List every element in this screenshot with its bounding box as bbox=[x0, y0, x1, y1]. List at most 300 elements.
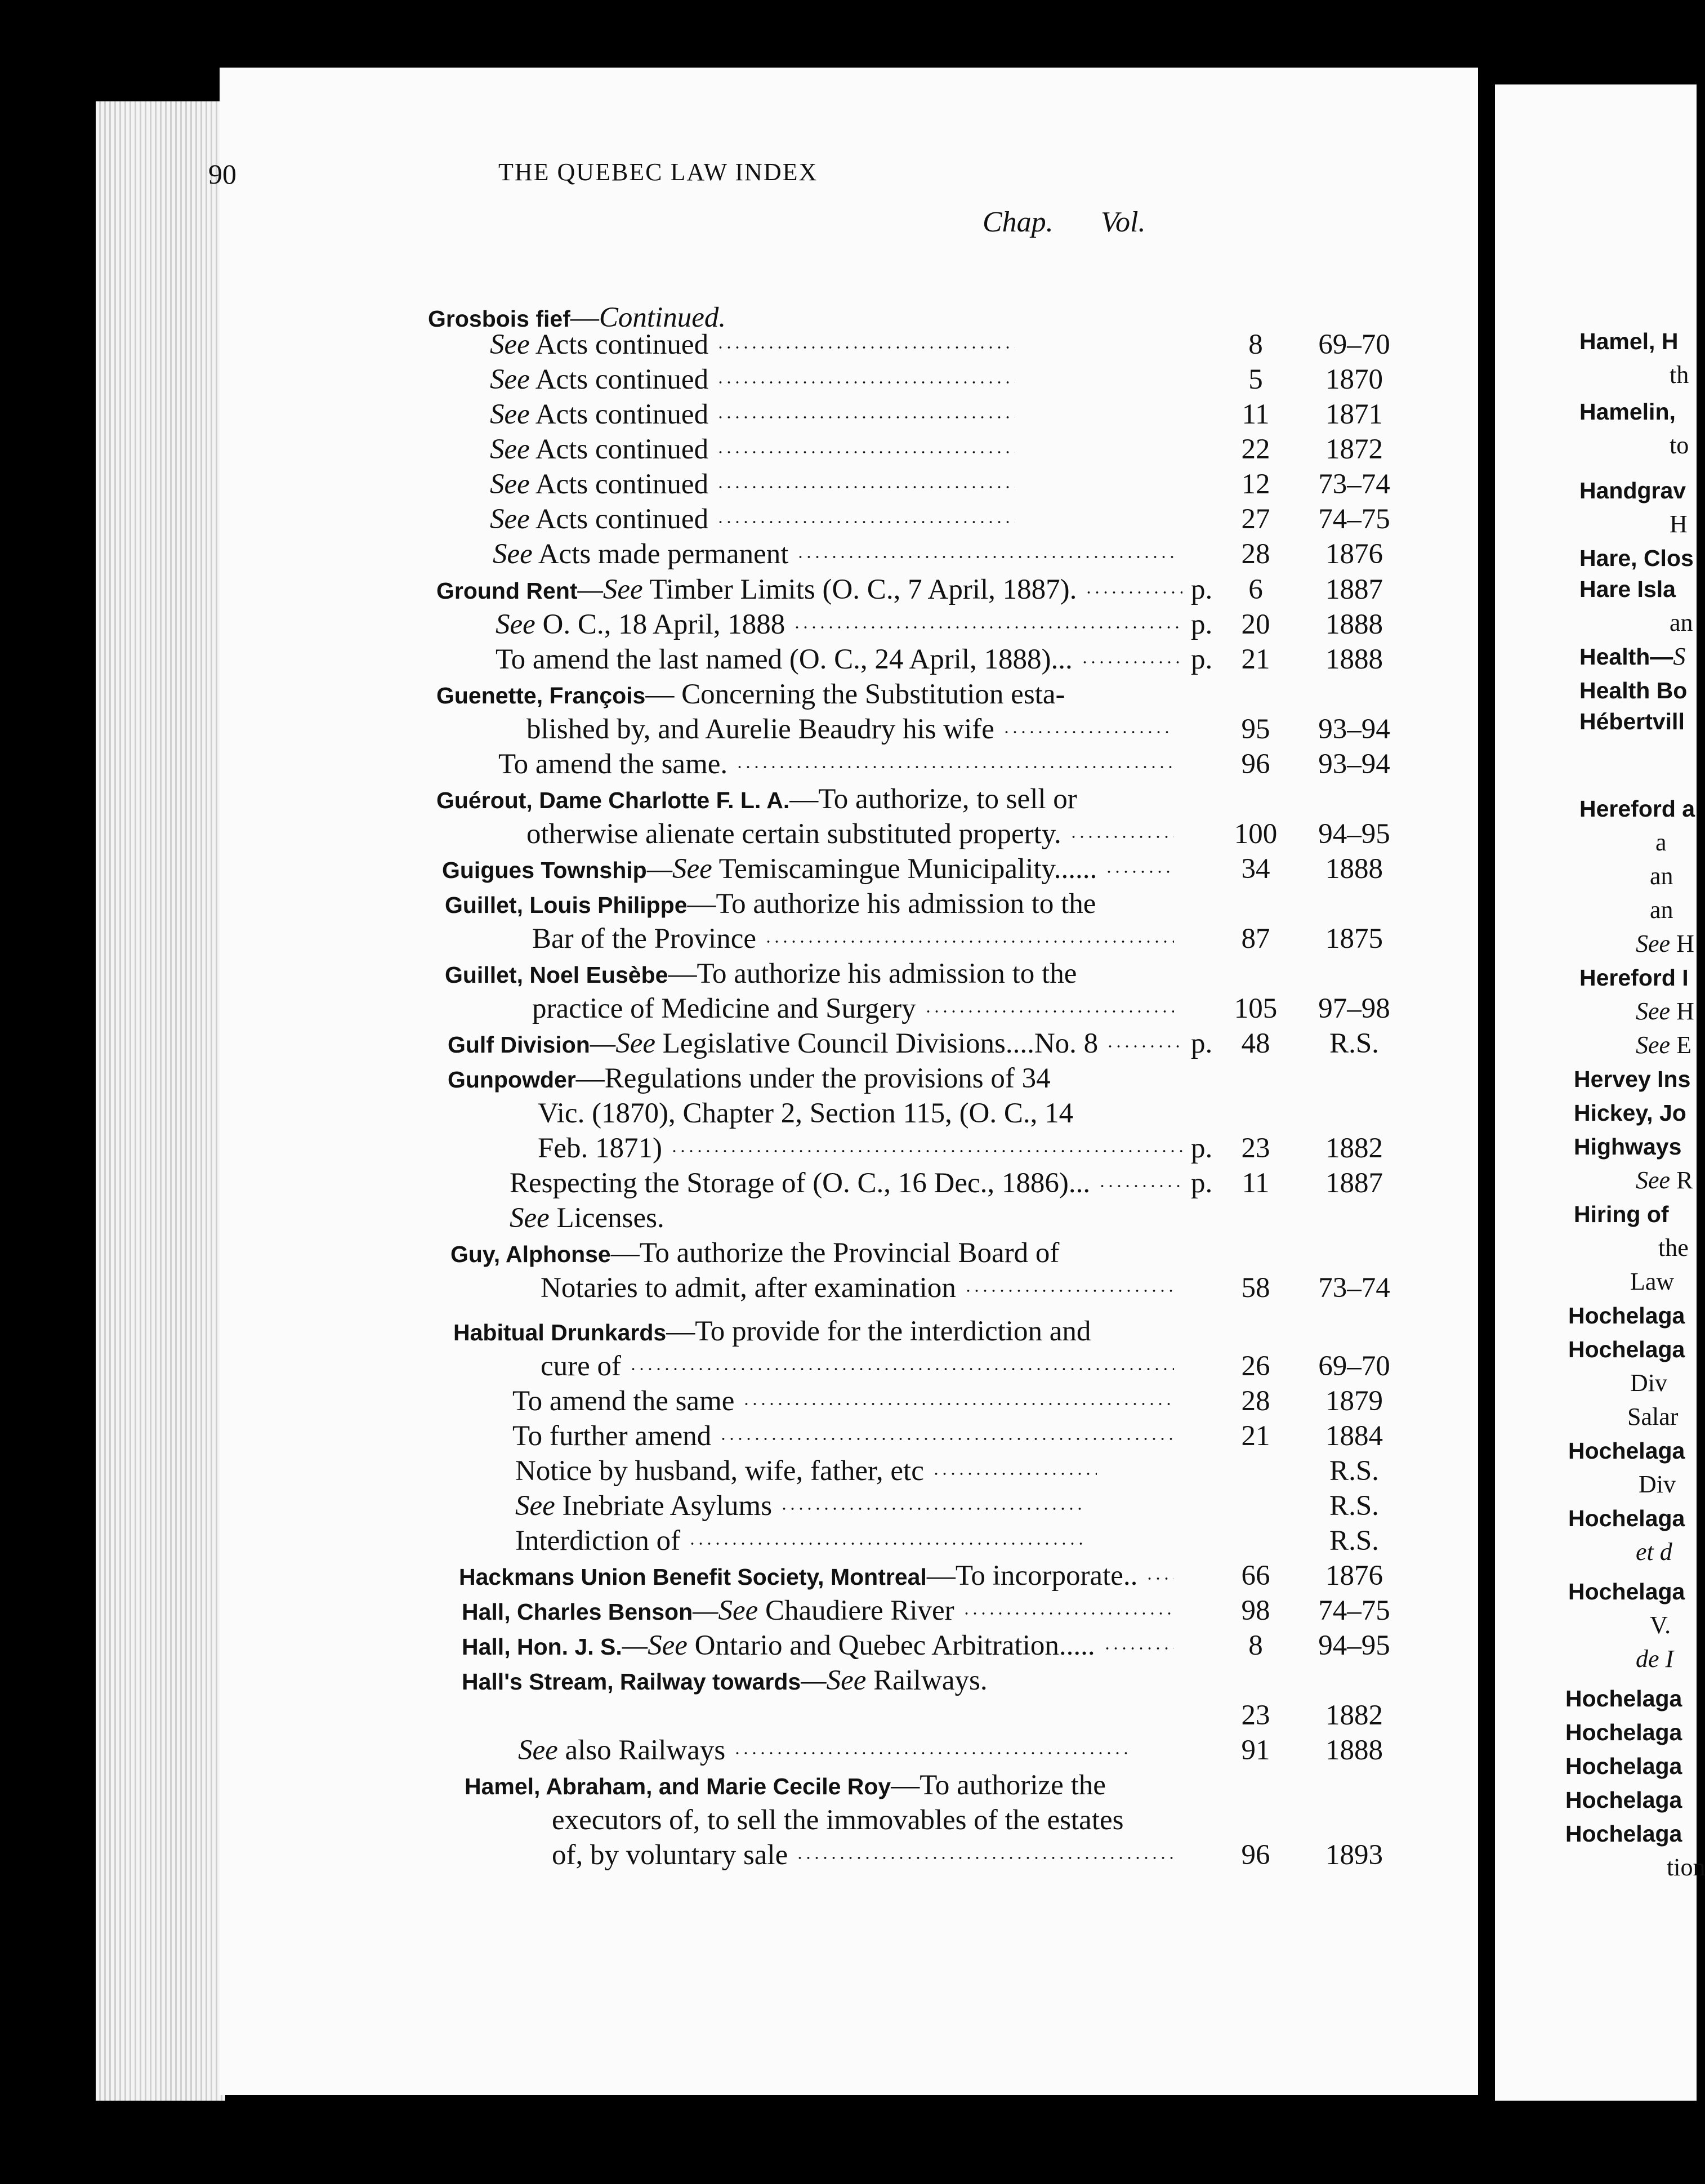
entry-text bbox=[532, 992, 916, 1025]
see-reference: See bbox=[518, 1735, 558, 1766]
next-page-fragment bbox=[1565, 1718, 1682, 1746]
fragment-text: Div bbox=[1639, 1470, 1676, 1498]
entry-description: Acts made permanent bbox=[538, 538, 789, 570]
next-page-fragment bbox=[1579, 327, 1678, 355]
entry-text bbox=[436, 573, 1077, 606]
dot-leader bbox=[629, 1368, 1174, 1370]
dot-leader bbox=[796, 556, 1174, 558]
entry-heading: Guillet, Louis Philippe bbox=[445, 892, 688, 918]
entry-description: Chaudiere River bbox=[765, 1595, 954, 1626]
column-header-chap: Chap. bbox=[983, 206, 1054, 238]
entry-text bbox=[496, 608, 785, 641]
page-marker: p. bbox=[1191, 609, 1213, 640]
fragment-italic: See bbox=[1636, 930, 1671, 957]
entry-description: O. C., 18 April, 1888 bbox=[542, 609, 785, 640]
volume: 1887 bbox=[1325, 574, 1383, 605]
dot-leader bbox=[716, 416, 1015, 418]
page-marker: p. bbox=[1191, 1028, 1213, 1059]
entry-heading: Gulf Division bbox=[448, 1032, 590, 1058]
volume: 73–74 bbox=[1318, 469, 1390, 500]
entry-description: Acts continued bbox=[535, 329, 709, 360]
chapter-number: 28 bbox=[1241, 538, 1270, 570]
entry-text bbox=[436, 678, 1065, 711]
chapter-number: 23 bbox=[1241, 1133, 1270, 1164]
next-page-fragment bbox=[1574, 1200, 1669, 1228]
fragment-bold: Hochelaga bbox=[1568, 1336, 1685, 1362]
entry-heading: Grosbois fief bbox=[428, 306, 570, 332]
entry-description: Timber Limits (O. C., 7 April, 1887). bbox=[649, 574, 1077, 605]
fragment-bold: Hochelaga bbox=[1565, 1787, 1682, 1813]
entry-text bbox=[515, 1455, 924, 1487]
dot-leader bbox=[719, 1438, 1174, 1440]
entry-description: Ontario and Quebec Arbitration..... bbox=[694, 1630, 1095, 1661]
fragment-text: an bbox=[1670, 609, 1693, 636]
entry-text bbox=[490, 398, 708, 431]
dot-leader bbox=[716, 486, 1015, 488]
fragment-text: an bbox=[1650, 896, 1673, 924]
entry-heading: Guigues Township bbox=[442, 857, 647, 883]
fragment-bold: Highways bbox=[1574, 1134, 1682, 1160]
fragment-bold: Hébertvill bbox=[1579, 708, 1685, 734]
dot-leader bbox=[735, 766, 1174, 768]
fragment-text: H bbox=[1670, 510, 1688, 538]
volume: 1871 bbox=[1325, 399, 1383, 430]
fragment-bold: Hereford I bbox=[1579, 965, 1689, 991]
entry-text bbox=[436, 783, 1077, 815]
entry-description: Acts continued bbox=[535, 364, 709, 395]
dot-leader bbox=[793, 626, 1182, 629]
fragment-text: th bbox=[1670, 361, 1689, 389]
volume: 1888 bbox=[1325, 853, 1383, 885]
fragment-italic: de I bbox=[1636, 1645, 1674, 1673]
next-page-fragment bbox=[1579, 397, 1676, 426]
entry-text bbox=[462, 1664, 988, 1697]
page-marker: p. bbox=[1191, 1167, 1213, 1199]
chapter-number: 100 bbox=[1234, 818, 1278, 850]
fragment-bold: Health Bo bbox=[1579, 678, 1688, 703]
fragment-text: R bbox=[1676, 1166, 1693, 1194]
chapter-number: 96 bbox=[1241, 1839, 1270, 1871]
dot-leader bbox=[764, 941, 1174, 943]
chapter-number: 105 bbox=[1234, 993, 1278, 1024]
dot-leader bbox=[964, 1290, 1174, 1292]
next-page-fragment bbox=[1636, 1644, 1673, 1673]
see-reference: See bbox=[510, 1202, 550, 1234]
see-reference: —See bbox=[646, 853, 712, 885]
see-reference: —See bbox=[622, 1630, 688, 1661]
fragment-italic: See bbox=[1636, 1166, 1671, 1194]
fragment-bold: Hochelaga bbox=[1565, 1753, 1682, 1779]
entry-text bbox=[538, 1132, 662, 1165]
volume: 1882 bbox=[1325, 1133, 1383, 1164]
volume: 1872 bbox=[1325, 434, 1383, 465]
entry-description: Railways. bbox=[873, 1665, 988, 1696]
next-page-fragment bbox=[1579, 476, 1686, 505]
entry-text bbox=[442, 853, 1097, 885]
entry-description: Inebriate Asylums bbox=[562, 1490, 773, 1522]
entry-text bbox=[445, 888, 1096, 920]
volume: 1876 bbox=[1325, 1560, 1383, 1592]
entry-text bbox=[512, 1420, 711, 1452]
volume: 1893 bbox=[1325, 1839, 1383, 1871]
entry-text bbox=[498, 748, 727, 781]
next-page-fragment bbox=[1639, 1470, 1676, 1499]
see-reference: See bbox=[490, 329, 530, 360]
see-reference: See bbox=[493, 538, 533, 570]
next-page-fragment bbox=[1670, 431, 1689, 460]
chapter-number: 28 bbox=[1241, 1385, 1270, 1417]
fragment-bold: Hochelaga bbox=[1565, 1719, 1682, 1745]
chapter-number: 98 bbox=[1241, 1595, 1270, 1626]
fragment-bold: Hochelaga bbox=[1565, 1686, 1682, 1711]
entry-text bbox=[453, 1315, 1091, 1348]
entry-text bbox=[552, 1839, 788, 1871]
volume: 1882 bbox=[1325, 1700, 1383, 1731]
entry-heading: Ground Rent bbox=[436, 578, 578, 604]
dot-leader bbox=[1002, 731, 1174, 733]
next-page-fragment bbox=[1579, 963, 1689, 992]
volume: 1879 bbox=[1325, 1385, 1383, 1417]
dot-leader bbox=[1145, 1577, 1174, 1580]
next-page-fragment bbox=[1568, 1577, 1685, 1606]
chapter-number: 91 bbox=[1241, 1735, 1270, 1766]
volume: 1888 bbox=[1325, 609, 1383, 640]
running-title: THE QUEBEC LAW INDEX bbox=[498, 158, 818, 186]
volume: 69–70 bbox=[1318, 1350, 1390, 1382]
dot-leader bbox=[716, 521, 1015, 523]
next-page-fragment bbox=[1630, 1369, 1667, 1397]
volume: 93–94 bbox=[1318, 714, 1390, 745]
volume: 1875 bbox=[1325, 923, 1383, 955]
page-number: 90 bbox=[208, 158, 236, 190]
next-page-fragment bbox=[1670, 510, 1688, 538]
see-reference: See bbox=[490, 364, 530, 395]
see-reference: See bbox=[490, 469, 530, 500]
next-page-fragment bbox=[1636, 1031, 1691, 1059]
next-page-fragment bbox=[1565, 1819, 1682, 1848]
chapter-number: 20 bbox=[1241, 609, 1270, 640]
fragment-bold: Health— bbox=[1579, 644, 1673, 670]
entry-text bbox=[465, 1769, 1106, 1802]
fragment-text: E bbox=[1676, 1031, 1691, 1059]
chapter-number: 11 bbox=[1242, 1167, 1270, 1199]
entry-description: —To authorize, to sell or bbox=[789, 783, 1077, 815]
volume: 1876 bbox=[1325, 538, 1383, 570]
volume: R.S. bbox=[1329, 1028, 1379, 1059]
fragment-text: Law bbox=[1630, 1268, 1675, 1295]
dot-leader bbox=[716, 451, 1015, 453]
next-page-fragment bbox=[1667, 1853, 1705, 1882]
entry-description: practice of Medicine and Surgery bbox=[532, 993, 916, 1024]
next-page-fragment bbox=[1670, 360, 1689, 389]
fragment-text: H bbox=[1676, 997, 1694, 1025]
next-page-fragment bbox=[1568, 1301, 1685, 1330]
entry-text bbox=[515, 1490, 772, 1522]
chapter-number: 6 bbox=[1248, 574, 1263, 605]
fragment-italic: S bbox=[1673, 643, 1686, 670]
next-page-fragment bbox=[1636, 997, 1694, 1026]
volume: R.S. bbox=[1329, 1525, 1379, 1557]
column-header-vol: Vol. bbox=[1101, 206, 1146, 238]
entry-text bbox=[462, 1594, 954, 1627]
entry-description: —To authorize the Provincial Board of bbox=[610, 1237, 1060, 1269]
entry-description: —To incorporate.. bbox=[926, 1560, 1138, 1592]
volume: 1888 bbox=[1325, 644, 1383, 675]
dot-leader bbox=[1098, 1185, 1182, 1187]
entry-description: Feb. 1871) bbox=[538, 1133, 662, 1164]
dot-leader bbox=[780, 1508, 1082, 1510]
dot-leader bbox=[742, 1403, 1174, 1405]
next-page-fragment bbox=[1636, 1537, 1672, 1566]
entry-description: Vic. (1870), Chapter 2, Section 115, (O. C., 14 bbox=[538, 1098, 1074, 1129]
entry-description: Bar of the Province bbox=[532, 923, 756, 955]
next-page-fragment bbox=[1655, 828, 1667, 857]
entry-description: blished by, and Aurelie Beaudry his wife bbox=[526, 714, 994, 745]
chapter-number: 22 bbox=[1241, 434, 1270, 465]
dot-leader bbox=[1103, 1647, 1174, 1650]
volume: 94–95 bbox=[1318, 1630, 1390, 1661]
chapter-number: 48 bbox=[1241, 1028, 1270, 1059]
entry-text bbox=[448, 1027, 1098, 1060]
fragment-bold: Hochelaga bbox=[1568, 1303, 1685, 1329]
fragment-bold: Hare Isla bbox=[1579, 576, 1676, 602]
entry-text bbox=[459, 1559, 1137, 1592]
see-reference: —See bbox=[577, 574, 643, 605]
entry-description: Temiscamingue Municipality...... bbox=[718, 853, 1097, 885]
dot-leader bbox=[688, 1543, 1082, 1545]
page-marker: p. bbox=[1191, 644, 1213, 675]
dot-leader bbox=[924, 1010, 1174, 1013]
entry-description: Licenses. bbox=[556, 1202, 664, 1234]
fragment-text: the bbox=[1658, 1234, 1689, 1262]
next-page-fragment bbox=[1565, 1751, 1682, 1780]
dot-leader bbox=[733, 1752, 1128, 1754]
next-page-fragment bbox=[1650, 1611, 1671, 1639]
next-page-fragment bbox=[1627, 1402, 1678, 1431]
entry-heading: Gunpowder bbox=[448, 1067, 576, 1093]
entry-text bbox=[526, 713, 994, 746]
entry-text bbox=[490, 503, 708, 536]
dot-leader bbox=[670, 1150, 1182, 1152]
entry-text bbox=[518, 1734, 725, 1767]
entry-text bbox=[510, 1202, 664, 1234]
entry-heading: Hall's Stream, Railway towards bbox=[462, 1669, 801, 1695]
chapter-number: 34 bbox=[1241, 853, 1270, 885]
entry-text bbox=[462, 1629, 1095, 1662]
fragment-bold: Hiring of bbox=[1574, 1201, 1669, 1227]
volume: 69–70 bbox=[1318, 329, 1390, 360]
fragment-bold: Hochelaga bbox=[1568, 1505, 1685, 1531]
entry-description: Notaries to admit, after examination bbox=[541, 1272, 956, 1304]
next-page-fragment bbox=[1579, 794, 1695, 823]
entry-heading: Hackmans Union Benefit Society, Montreal bbox=[459, 1564, 927, 1590]
fragment-text: to bbox=[1670, 431, 1689, 459]
see-reference: —See bbox=[801, 1665, 867, 1696]
entry-heading: Habitual Drunkards bbox=[453, 1320, 667, 1345]
entry-text bbox=[490, 328, 708, 361]
entry-description: To amend the same. bbox=[498, 748, 728, 780]
entry-description: Interdiction of bbox=[515, 1525, 681, 1557]
entry-description: Acts continued bbox=[535, 503, 709, 535]
entry-description: Notice by husband, wife, father, etc bbox=[515, 1455, 924, 1487]
fragment-text: an bbox=[1650, 862, 1673, 890]
next-page-fragment bbox=[1568, 1335, 1685, 1363]
fragment-bold: Hervey Ins bbox=[1574, 1066, 1691, 1092]
entry-description: —To authorize the bbox=[891, 1770, 1106, 1801]
entry-description: —To provide for the interdiction and bbox=[666, 1316, 1091, 1347]
volume: 1888 bbox=[1325, 1735, 1383, 1766]
entry-description: Respecting the Storage of (O. C., 16 Dec., 1886)... bbox=[510, 1167, 1091, 1199]
entry-text bbox=[496, 643, 1073, 676]
volume: 1887 bbox=[1325, 1167, 1383, 1199]
fragment-bold: Hochelaga bbox=[1565, 1821, 1682, 1847]
chapter-number: 27 bbox=[1241, 503, 1270, 535]
chapter-number: 96 bbox=[1241, 748, 1270, 780]
fragment-bold: Hickey, Jo bbox=[1574, 1100, 1686, 1126]
fragment-text: tion bbox=[1667, 1853, 1705, 1881]
chapter-number: 21 bbox=[1241, 644, 1270, 675]
fragment-bold: Hamel, H bbox=[1579, 328, 1679, 354]
chapter-number: 66 bbox=[1241, 1560, 1270, 1592]
entry-text bbox=[532, 922, 756, 955]
entry-text bbox=[490, 363, 708, 396]
entry-text bbox=[512, 1385, 734, 1418]
next-page-fragment bbox=[1579, 543, 1694, 572]
entry-description: To amend the last named (O. C., 24 April, 1888)... bbox=[496, 644, 1073, 675]
entry-text bbox=[448, 1062, 1051, 1095]
fragment-bold: Hereford a bbox=[1579, 796, 1695, 822]
entry-description: Legislative Council Divisions....No. 8 bbox=[662, 1028, 1099, 1059]
entry-text bbox=[510, 1167, 1090, 1200]
dot-leader bbox=[1069, 836, 1174, 838]
entry-heading: Hamel, Abraham, and Marie Cecile Roy bbox=[465, 1773, 891, 1799]
entry-description: —To authorize his admission to the bbox=[668, 958, 1077, 990]
next-page-fragment bbox=[1579, 707, 1685, 736]
entry-text bbox=[526, 818, 1061, 850]
next-page-fragment bbox=[1579, 676, 1687, 705]
see-reference: —See bbox=[693, 1595, 758, 1626]
entry-text bbox=[515, 1525, 680, 1557]
entry-text bbox=[538, 1097, 1073, 1130]
entry-description: Acts continued bbox=[535, 469, 709, 500]
page-stack-edge bbox=[96, 101, 225, 2101]
entry-description: Acts continued bbox=[535, 434, 709, 465]
entry-heading: Guillet, Noel Eusèbe bbox=[445, 962, 668, 988]
entry-text bbox=[450, 1237, 1059, 1269]
volume: 1884 bbox=[1325, 1420, 1383, 1452]
fragment-italic: et d bbox=[1636, 1538, 1672, 1566]
volume: 93–94 bbox=[1318, 748, 1390, 780]
entry-text bbox=[541, 1272, 956, 1304]
next-page-fragment bbox=[1658, 1233, 1689, 1262]
chapter-number: 26 bbox=[1241, 1350, 1270, 1382]
see-reference: See bbox=[490, 503, 530, 535]
dot-leader bbox=[962, 1612, 1174, 1615]
entry-heading: Hall, Hon. J. S. bbox=[462, 1634, 622, 1660]
dot-leader bbox=[716, 381, 1015, 384]
entry-text bbox=[541, 1350, 621, 1383]
entry-text bbox=[552, 1804, 1123, 1837]
next-page-fragment bbox=[1630, 1267, 1674, 1296]
entry-text bbox=[490, 433, 708, 466]
chapter-number: 95 bbox=[1241, 714, 1270, 745]
next-page-fragment bbox=[1574, 1064, 1690, 1093]
next-page-fragment bbox=[1579, 574, 1676, 603]
next-page-fragment bbox=[1636, 929, 1694, 958]
chapter-number: 23 bbox=[1241, 1700, 1270, 1731]
next-page-fragment bbox=[1574, 1098, 1686, 1127]
entry-description: executors of, to sell the immovables of the estates bbox=[552, 1804, 1124, 1836]
see-reference: See bbox=[515, 1490, 555, 1522]
dot-leader bbox=[716, 346, 1015, 349]
fragment-text: Div bbox=[1630, 1369, 1667, 1397]
entry-description: To further amend bbox=[512, 1420, 712, 1452]
chapter-number: 5 bbox=[1248, 364, 1263, 395]
fragment-italic: See bbox=[1636, 997, 1671, 1025]
entry-description: — Concerning the Substitution esta- bbox=[645, 679, 1065, 710]
volume: 94–95 bbox=[1318, 818, 1390, 850]
fragment-text: Salar bbox=[1627, 1403, 1679, 1430]
next-page-fragment bbox=[1565, 1684, 1682, 1713]
next-page-fragment bbox=[1650, 862, 1673, 890]
fragment-italic: See bbox=[1636, 1031, 1671, 1059]
volume: 97–98 bbox=[1318, 993, 1390, 1024]
fragment-bold: Hare, Clos bbox=[1579, 545, 1694, 571]
volume: R.S. bbox=[1329, 1455, 1379, 1487]
entry-heading: Guérout, Dame Charlotte F. L. A. bbox=[436, 787, 790, 813]
chapter-number: 8 bbox=[1248, 329, 1263, 360]
entry-description: —To authorize his admission to the bbox=[687, 888, 1096, 920]
chapter-number: 8 bbox=[1248, 1630, 1263, 1661]
entry-heading: Guy, Alphonse bbox=[450, 1241, 611, 1267]
see-reference: See bbox=[490, 399, 530, 430]
entry-description: To amend the same bbox=[512, 1385, 735, 1417]
see-reference: See bbox=[496, 609, 535, 640]
fragment-text: V. bbox=[1650, 1611, 1671, 1639]
page-marker: p. bbox=[1191, 574, 1213, 605]
entry-text bbox=[493, 538, 788, 570]
page-marker: p. bbox=[1191, 1133, 1213, 1164]
next-page-fragment bbox=[1565, 1785, 1682, 1814]
see-reference: —See bbox=[590, 1028, 655, 1059]
next-page-fragment bbox=[1568, 1504, 1685, 1532]
volume: 1870 bbox=[1325, 364, 1383, 395]
entry-description: also Railways bbox=[565, 1735, 726, 1766]
chapter-number: 12 bbox=[1241, 469, 1270, 500]
volume: 73–74 bbox=[1318, 1272, 1390, 1304]
next-page-fragment bbox=[1670, 608, 1693, 637]
entry-description: Acts continued bbox=[535, 399, 709, 430]
next-page-fragment bbox=[1650, 895, 1673, 924]
dot-leader bbox=[1081, 661, 1182, 663]
entry-description: —Regulations under the provisions of 34 bbox=[575, 1063, 1051, 1094]
dot-leader bbox=[1084, 591, 1182, 594]
entry-description: of, by voluntary sale bbox=[552, 1839, 788, 1871]
chapter-number: 11 bbox=[1242, 399, 1270, 430]
dot-leader bbox=[796, 1857, 1174, 1859]
entry-description: cure of bbox=[541, 1350, 621, 1382]
volume: R.S. bbox=[1329, 1490, 1379, 1522]
chapter-number: 58 bbox=[1241, 1272, 1270, 1304]
dot-leader bbox=[1105, 871, 1174, 873]
see-reference: See bbox=[490, 434, 530, 465]
fragment-bold: Hochelaga bbox=[1568, 1438, 1685, 1464]
dot-leader bbox=[932, 1473, 1097, 1475]
chapter-number: 21 bbox=[1241, 1420, 1270, 1452]
entry-heading: Guenette, François bbox=[436, 683, 646, 708]
fragment-text: a bbox=[1655, 828, 1667, 856]
chapter-number: 87 bbox=[1241, 923, 1270, 955]
